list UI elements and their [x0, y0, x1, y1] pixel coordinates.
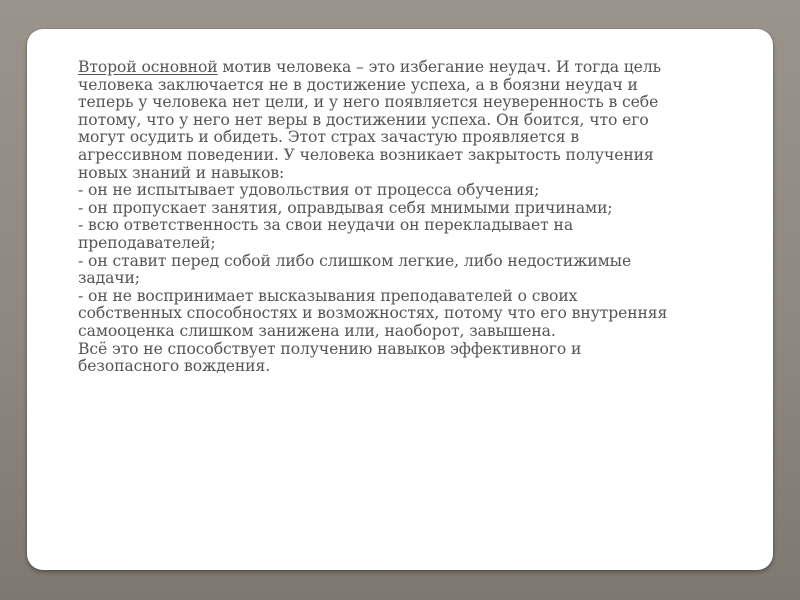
text-line: безопасного вождения. [78, 357, 271, 376]
text-line [78, 59, 708, 77]
text-line: могут осудить и обидеть. Этот страх зачастую проявляется в [78, 128, 580, 147]
list-item: - он ставит перед собой либо слишком легкие, либо недостижимые [78, 251, 632, 270]
text-line: самооценка слишком занижена или, наоборот, завышена. [78, 321, 556, 340]
list-item: - всю ответственность за свои неудачи он перекладывает на [78, 216, 574, 235]
text-line: задачи; [78, 269, 140, 288]
text-line: агрессивном поведении. У человека возникает закрытость получения [78, 145, 654, 164]
text-line: потому, что у него нет веры в достижении успеха. Он боится, что его [78, 110, 649, 129]
list-item: - он не воспринимает высказывания преподавателей о своих [78, 286, 578, 305]
text-line: собственных способностях и возможностях, потому что его внутренняя [78, 304, 668, 323]
slide-body-text [78, 59, 708, 376]
list-item: - он не испытывает удовольствия от процесса обучения; [78, 181, 540, 200]
text-line: новых знаний и навыков: [78, 163, 285, 182]
underlined-phrase: Второй основной [78, 58, 218, 76]
text-line: человека заключается не в достижение успеха, а в боязни неудач и [78, 75, 638, 94]
list-item: - он пропускает занятия, оправдывая себя мнимыми причинами; [78, 198, 613, 217]
text-line: Всё это не способствует получению навыков эффективного и [78, 339, 582, 358]
text-span: мотив человека – это избегание неудач. И тогда цель [217, 58, 662, 76]
text-line: теперь у человека нет цели, и у него появляется неуверенность в себе [78, 93, 659, 112]
text-line: преподавателей; [78, 233, 216, 252]
